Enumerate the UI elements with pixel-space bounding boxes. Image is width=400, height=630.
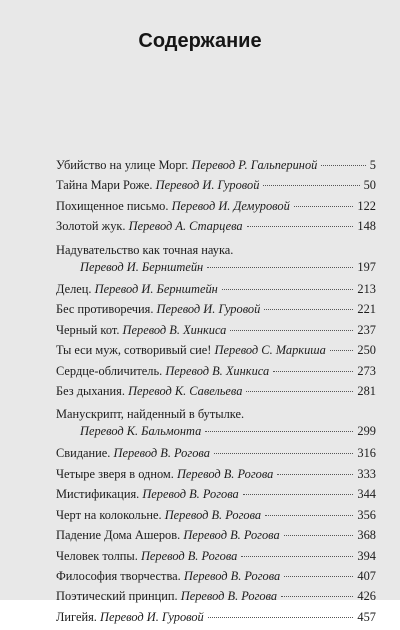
dot-leader — [265, 515, 353, 516]
work-title: Падение Дома Ашеров. — [56, 528, 181, 543]
work-title: Черный кот. — [56, 322, 120, 337]
translator: Перевод И. Бернштейн — [80, 259, 204, 274]
table-of-contents — [56, 158, 376, 630]
toc-entry — [56, 384, 376, 404]
dot-leader — [243, 494, 354, 495]
dot-leader — [241, 556, 353, 557]
work-title: Надувательство как точная наука. — [56, 242, 234, 257]
dot-leader — [205, 431, 353, 432]
toc-entry — [56, 549, 376, 569]
work-title: Ты еси муж, сотворивый сие! — [56, 343, 212, 358]
translator: Перевод И. Гуровой — [100, 609, 204, 624]
translator: Перевод В. Рогова — [113, 446, 210, 461]
translator: Перевод В. Рогова — [140, 548, 238, 563]
work-title: Черт на колокольне. — [56, 507, 162, 522]
page-number: 426 — [357, 589, 376, 604]
page-number: 356 — [357, 507, 376, 522]
translator: Перевод К. Бальмонта — [80, 424, 202, 439]
dot-leader — [284, 576, 353, 577]
page-number: 148 — [357, 219, 376, 234]
toc-entry — [56, 323, 376, 343]
work-title: Четыре зверя в одном. — [56, 466, 174, 481]
page-number: 281 — [357, 383, 376, 398]
toc-entry — [56, 219, 376, 239]
dot-leader — [263, 185, 359, 186]
translator: Перевод В. Рогова — [142, 487, 239, 502]
work-title: Свидание. — [56, 446, 111, 461]
toc-entry — [56, 610, 376, 630]
toc-entry — [56, 446, 376, 466]
work-title: Золотой жук. — [56, 219, 126, 234]
toc-entry — [56, 240, 376, 282]
translator: Перевод В. Рогова — [180, 589, 278, 604]
toc-entry — [56, 569, 376, 589]
translator: Перевод В. Рогова — [164, 507, 262, 522]
page-number: 344 — [357, 487, 376, 502]
page-number: 221 — [357, 302, 376, 317]
page-number: 5 — [369, 158, 376, 172]
dot-leader — [284, 535, 354, 536]
dot-leader — [214, 453, 354, 454]
page-number: 213 — [357, 281, 376, 296]
toc-entry — [56, 467, 376, 487]
dot-leader — [294, 206, 354, 207]
page-number: 122 — [357, 198, 376, 213]
work-title: Тайна Мари Роже. — [56, 178, 153, 193]
toc-entry — [56, 178, 376, 198]
dot-leader — [230, 330, 353, 331]
toc-entry — [56, 199, 376, 219]
dot-leader — [277, 474, 353, 475]
dot-leader — [281, 596, 353, 597]
dot-leader — [207, 267, 353, 268]
dot-leader — [264, 309, 353, 310]
translator: Перевод А. Старцева — [128, 219, 243, 234]
work-title: Человек толпы. — [56, 548, 138, 563]
work-title: Поэтический принцип. — [56, 589, 178, 604]
page-number: 394 — [357, 548, 376, 563]
translator: Перевод И. Гуровой — [155, 178, 260, 193]
page-number: 333 — [357, 466, 376, 481]
dot-leader — [208, 617, 354, 618]
work-title: Мистификация. — [56, 487, 140, 502]
translator: Перевод В. Хинкиса — [122, 322, 227, 337]
toc-entry — [56, 404, 376, 446]
translator: Перевод И. Гуровой — [156, 302, 261, 317]
toc-entry — [56, 158, 376, 178]
page-number: 197 — [357, 259, 376, 274]
toc-entry — [56, 508, 376, 528]
translator: Перевод И. Бернштейн — [94, 281, 218, 296]
translator: Перевод С. Маркиша — [214, 343, 326, 358]
toc-entry — [56, 343, 376, 363]
dot-leader — [246, 391, 353, 392]
page-number: 316 — [357, 446, 376, 461]
toc-entry — [56, 487, 376, 507]
page-number: 457 — [357, 609, 376, 624]
work-title: Манускрипт, найденный в бутылке. — [56, 407, 245, 422]
page-number: 299 — [357, 424, 376, 439]
toc-entry — [56, 302, 376, 322]
dot-leader — [330, 350, 354, 351]
work-title: Убийство на улице Морг. — [56, 158, 189, 172]
page-title: Содержание — [138, 30, 262, 52]
page-number: 50 — [363, 178, 376, 193]
page-number: 237 — [357, 322, 376, 337]
work-title: Сердце-обличитель. — [56, 363, 163, 378]
work-title: Делец. — [56, 281, 92, 296]
toc-entry — [56, 364, 376, 384]
translator: Перевод Р. Гальпериной — [191, 158, 318, 172]
toc-entry — [56, 282, 376, 302]
translator: Перевод В. Хинкиса — [165, 363, 270, 378]
page-number: 250 — [357, 343, 376, 358]
toc-entry — [56, 528, 376, 548]
dot-leader — [273, 371, 353, 372]
dot-leader — [247, 226, 354, 227]
translator: Перевод В. Рогова — [183, 528, 280, 543]
translator: Перевод В. Рогова — [176, 466, 274, 481]
translator: Перевод К. Савельева — [128, 383, 243, 398]
dot-leader — [222, 289, 354, 290]
page-number: 273 — [357, 363, 376, 378]
translator: Перевод В. Рогова — [183, 569, 281, 583]
work-title: Философия творчества. — [56, 569, 181, 583]
work-title: Без дыхания. — [56, 383, 125, 398]
work-title: Похищенное письмо. — [56, 198, 169, 213]
page-number: 368 — [357, 528, 376, 543]
work-title: Лигейя. — [56, 609, 97, 624]
dot-leader — [321, 165, 365, 166]
page-number: 407 — [357, 569, 376, 583]
translator: Перевод И. Демуровой — [171, 198, 290, 213]
work-title: Бес противоречия. — [56, 302, 154, 317]
